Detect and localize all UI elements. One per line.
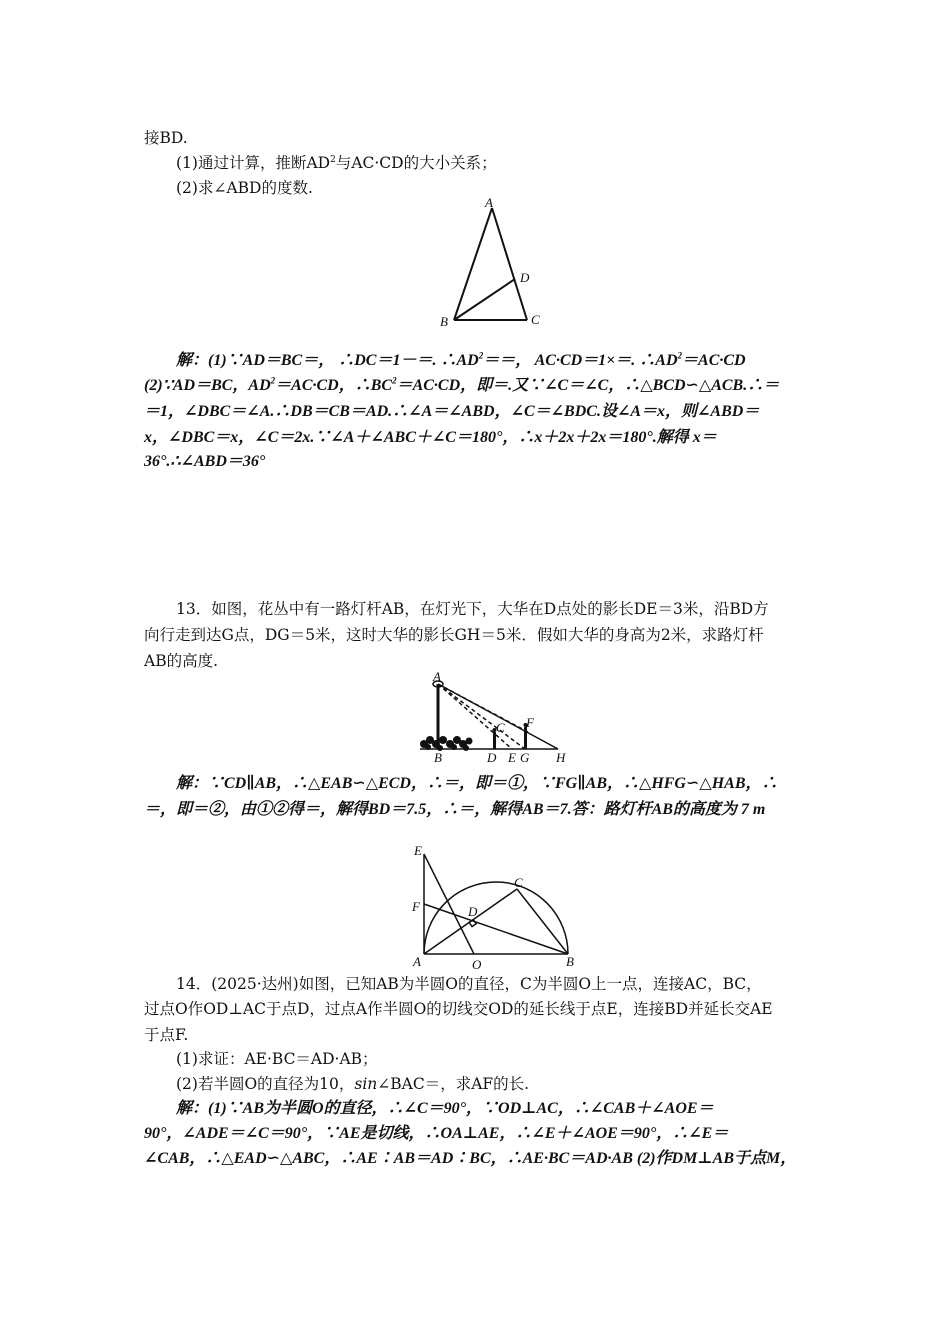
p14-question-line-2: 过点O作OD⊥AC于点D，过点A作半圆O的切线交OD的延长线于点E，连接BD并延长交AE xyxy=(144,1000,773,1018)
p12-solution-line-5: 36°.∴∠ABD＝36° xyxy=(144,453,266,470)
p14-solution-line-2: 90°，∠ADE＝∠C＝90°，∵AE是切线，∴OA⊥AE，∴∠E＋∠AOE＝90°，∴∠E＝ xyxy=(144,1125,729,1142)
p13-solution-line-2: ＝，即＝②，由①②得＝，解得BD＝7.5，∴＝，解得AB＝7.答：路灯杆AB的高度为 7 m xyxy=(144,801,766,818)
p14-question-line-1: 14．(2025·达州)如图，已知AB为半圆O的直径，C为半圆O上一点，连接AC，BC， xyxy=(176,975,762,993)
p12-intro: 接BD. xyxy=(144,129,188,147)
p13-lamp-figure xyxy=(416,670,576,768)
p12-solution-line-4: x，∠DBC＝x，∠C＝2x.∵∠A＋∠ABC＋∠C＝180°，∴x＋2x＋2x＝180°.解得 x＝ xyxy=(144,429,717,446)
p14-question-part-1: (1)求证：AE·BC＝AD·AB； xyxy=(176,1050,378,1068)
label-o: O xyxy=(472,957,482,970)
p12-solution-line-2: (2)∵AD＝BC，$AD^2=AC\cdot CD$，$\therefore BC^2=AC\cdot CD$，即＝.又∵∠C＝∠C，∴△BCD∽△ACB.∴＝ xyxy=(144,375,780,394)
p12-solution-line-3: ＝1，∠DBC＝∠A.∴DB＝CB＝AD.∴∠A＝∠ABD，∠C＝∠BDC.设∠A＝x，则∠ABD＝ xyxy=(144,403,760,420)
label-f: F xyxy=(412,899,420,914)
label-d: D xyxy=(487,750,497,765)
label-b: B xyxy=(434,750,442,765)
label-a: A xyxy=(433,670,441,684)
p13-question-line-1: 13．如图，花丛中有一路灯杆AB，在灯光下，大华在D点处的影长DE＝3米，沿BD方 xyxy=(176,600,769,618)
label-c: C xyxy=(531,312,540,327)
p13-question-line-3: AB的高度. xyxy=(144,652,219,670)
p14-solution-line-1: 解：(1)∵AB为半圆O的直径，∴∠C＝90°，∵OD⊥AC，∴∠CAB＋∠AOE＝ xyxy=(176,1100,714,1117)
label-a: A xyxy=(413,954,421,969)
p14-solution-line-3: ∠CAB，∴△EAD∽△ABC，∴AE∶AB＝AD∶BC，∴AE·BC＝AD·AB (2)作DM⊥AB于点M， xyxy=(144,1150,797,1167)
p12-solution-line-1: 解：(1)∵AD＝BC＝， ∴DC＝1－＝. $\therefore AD^2==$， AC·CD＝1×＝. $\therefore AD^2=AC\cdot CD$ xyxy=(176,350,746,369)
label-h: H xyxy=(556,750,566,765)
label-f: F xyxy=(526,715,534,730)
p12-question-1: (1)通过计算，推断$AD^2$与AC·CD的大小关系； xyxy=(176,154,497,172)
p14-question-part-2: (2)若半圆O的直径为10，sin∠BAC＝，求AF的长. xyxy=(176,1075,530,1093)
label-a: A xyxy=(485,195,493,210)
label-c: C xyxy=(496,720,505,735)
label-c: C xyxy=(514,875,523,890)
label-g: G xyxy=(520,750,530,765)
label-d: D xyxy=(468,904,478,919)
p14-question-line-3: 于点F. xyxy=(144,1026,189,1044)
p14-semicircle-figure xyxy=(406,840,582,970)
label-b: B xyxy=(566,954,574,969)
label-e: E xyxy=(508,750,516,765)
p13-solution-line-1: 解：∵CD∥AB，∴△EAB∽△ECD，∴＝，即＝①，∵FG∥AB，∴△HFG∽△HAB，∴ xyxy=(176,775,778,792)
p12-triangle-figure xyxy=(430,194,550,330)
label-b: B xyxy=(440,314,448,329)
label-d: D xyxy=(520,270,530,285)
p12-question-2: (2)求∠ABD的度数. xyxy=(176,179,313,197)
label-e: E xyxy=(414,843,422,858)
p13-question-line-2: 向行走到达G点，DG＝5米，这时大华的影长GH＝5米．假如大华的身高为2米，求路灯杆 xyxy=(144,626,764,644)
